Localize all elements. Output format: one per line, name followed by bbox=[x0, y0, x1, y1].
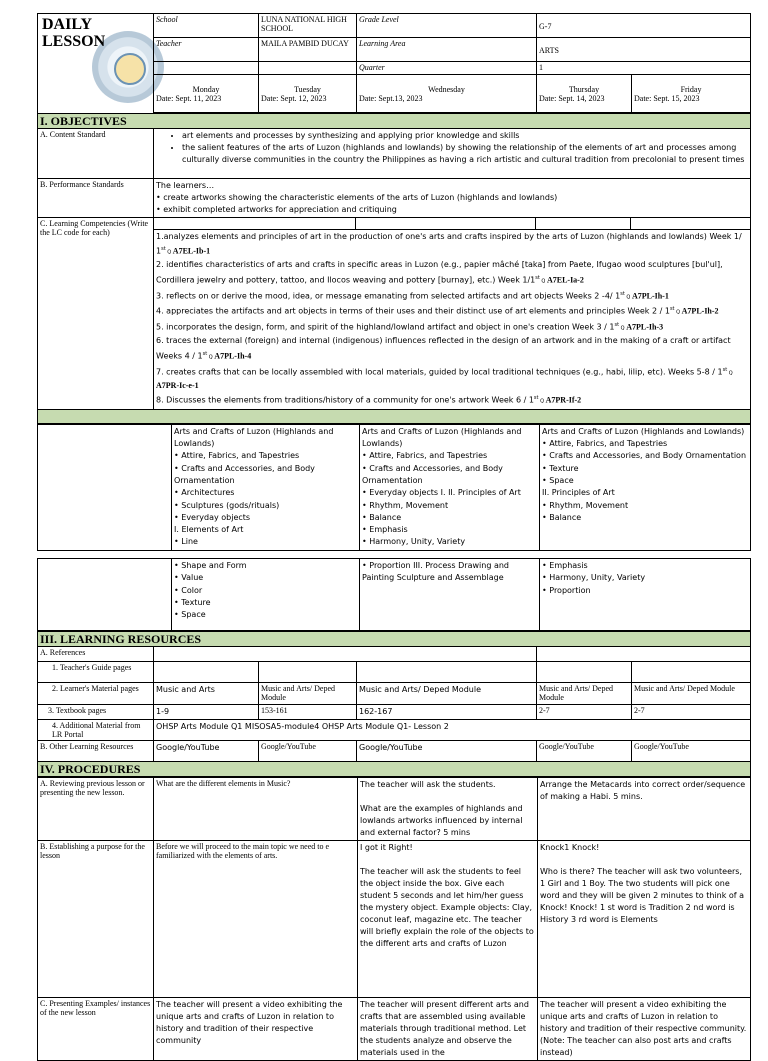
tb-thursday: 2-7 bbox=[537, 705, 632, 720]
procedure-b-thursday: Knock1 Knock! Who is there? The teacher will ask two volunteers, 1 Girl and 1 Boy. The two students will pick one word and they will be given 2 minutes to think of a Knock! Knock! 1 st word is Tradition 2 nd word is History 3 rd word is Elements bbox=[538, 841, 751, 998]
lm-monday: Music and Arts bbox=[154, 683, 259, 705]
quarter-label: Quarter bbox=[359, 63, 385, 72]
performance-standard-label: B. Performance Standards bbox=[38, 179, 154, 218]
learners-material-label: 2. Learner's Material pages bbox=[38, 683, 154, 705]
procedure-a-thursday: Arrange the Metacards into correct order/sequence of making a Habi. 5 mins. bbox=[538, 778, 751, 841]
procedure-b-monday: Before we will proceed to the main topic we need to e familiarized with the elements of arts. bbox=[154, 841, 358, 998]
procedure-a-label: A. Reviewing previous lesson or presenting the new lesson. bbox=[38, 778, 154, 841]
competency-item: 1.analyzes elements and principles of art in the production of one's arts and crafts inspired by the arts of Luzon (highlands and lowlands) Week 1/ 1st Q A7EL-Ib-1 bbox=[156, 232, 742, 256]
procedure-b-wednesday: I got it Right! The teacher will ask the students to feel the object inside the box. Give each student 5 seconds and let him/her guess the mystery object. Example objects: Clay, coconut leaf, magazine etc. The teacher will briefly explain the role of the objects to the different arts and crafts of Luzon bbox=[358, 841, 538, 998]
teacher-label: Teacher bbox=[156, 39, 182, 48]
competency-item: 4. appreciates the artifacts and art objects in terms of their uses and their distinct use of art elements and principles Week 2 / 1st Q A7PL-Ih-2 bbox=[156, 306, 719, 317]
procedure-c-label: C. Presenting Examples/ instances of the new lesson bbox=[38, 998, 154, 1061]
content-wednesday: Arts and Crafts of Luzon (Highlands and Lowlands) • Attire, Fabrics, and Tapestries • Crafts and Accessories, and Body Ornamentation • Everyday objects I. II. Principles of Art • Rhythm, Movement • Balance • Emphasis • Harmony, Unity, Variety bbox=[360, 424, 540, 550]
grade-label: Grade Level bbox=[359, 15, 399, 24]
quarter-value: 1 bbox=[537, 62, 751, 75]
tb-tuesday: 153-161 bbox=[259, 705, 357, 720]
content-table bbox=[37, 424, 751, 551]
additional-material-value: OHSP Arts Module Q1 MISOSA5-module4 OHSP Arts Module Q1- Lesson 2 bbox=[154, 720, 751, 741]
lm-wednesday: Music and Arts/ Deped Module bbox=[357, 683, 537, 705]
content-continued-table bbox=[37, 558, 751, 631]
lesson-plan-page-1 bbox=[37, 13, 750, 551]
competency-item: 5. incorporates the design, form, and spirit of the highland/lowland artifact and object in one's creation Week 3 / 1st Q A7PL-Ih-3 bbox=[156, 322, 664, 333]
competency-item: 2. identifies characteristics of arts and crafts in specific areas in Luzon (e.g., papier mâché [taka] from Paete, Ifugao wood sculptures [bul'ul], Cordillera jewelry and pottery, tattoo, and Ilocos weaving and pottery [burnay], etc.) Week 1/1st Q A7EL-Ia-2 bbox=[156, 260, 723, 285]
additional-material-label: 4. Additional Material from LR Portal bbox=[38, 720, 154, 741]
day-thursday: Thursday Date: Sept. 14, 2023 bbox=[537, 75, 632, 113]
objectives-heading: I. OBJECTIVES bbox=[38, 114, 751, 129]
day-monday: Monday Date: Sept. 11, 2023 bbox=[154, 75, 259, 113]
school-value: LUNA NATIONAL HIGH SCHOOL bbox=[259, 14, 357, 38]
procedure-b-label: B. Establishing a purpose for the lesson bbox=[38, 841, 154, 998]
other-thursday: Google/YouTube bbox=[537, 741, 632, 762]
day-tuesday: Tuesday Date: Sept. 12, 2023 bbox=[259, 75, 357, 113]
tb-wednesday: 162-167 bbox=[357, 705, 537, 720]
day-friday: Friday Date: Sept. 15, 2023 bbox=[632, 75, 751, 113]
doc-title-line2: LESSON bbox=[42, 33, 106, 50]
other-resources-label: B. Other Learning Resources bbox=[38, 741, 154, 762]
other-monday: Google/YouTube bbox=[154, 741, 259, 762]
lm-thursday: Music and Arts/ Deped Module bbox=[537, 683, 632, 705]
resources-table bbox=[37, 631, 751, 777]
lesson-plan-page-2 bbox=[37, 558, 750, 1061]
content-standard-label: A. Content Standard bbox=[38, 129, 154, 179]
competencies-cell bbox=[154, 230, 751, 410]
references-label: A. References bbox=[38, 647, 154, 662]
day-wednesday: Wednesday Date: Sept.13, 2023 bbox=[357, 75, 537, 113]
content-monday: Arts and Crafts of Luzon (Highlands and Lowlands) • Attire, Fabrics, and Tapestries • Crafts and Accessories, and Body Ornamentation • Architectures • Sculptures (gods/rituals) • Everyday objects I. Elements of Art • Line bbox=[172, 424, 360, 550]
procedure-c-wednesday: The teacher will present different arts and crafts that are assembled using available materials through traditional method. Let the students analyze and observe the materials used in the bbox=[358, 998, 538, 1061]
content-heading-band bbox=[38, 409, 751, 423]
doc-title-line1: DAILY bbox=[42, 16, 93, 33]
procedure-c-thursday: The teacher will present a video exhibiting the unique arts and crafts of Luzon in relation to history and tradition of their respective community. (Note: The teacher can also post arts and crafts instead) bbox=[538, 998, 751, 1061]
content-standard-item: • the salient features of the arts of Luzon (highlands and lowlands) by showing the relationship of the elements of art and processes among culturally diverse communities in the country the Philippines as having a rich artistic and cultural tradition from precolonial to present times bbox=[182, 142, 748, 166]
content-continued-wednesday: • Proportion III. Process Drawing and Painting Sculpture and Assemblage bbox=[360, 559, 540, 631]
content-standard-cell bbox=[154, 129, 751, 179]
teachers-guide-label: 1. Teacher's Guide pages bbox=[38, 662, 154, 683]
performance-standard-cell: The learners… • create artworks showing the characteristic elements of the arts of Luzon (highlands and lowlands) • exhibit completed artworks for appreciation and critiquing bbox=[154, 179, 751, 218]
competency-item: 6. traces the external (foreign) and internal (indigenous) influences reflected in the design of an artwork and in the making of a craft or artifact Weeks 4 / 1st Q A7PL-Ih-4 bbox=[156, 336, 731, 361]
area-label: Learning Area bbox=[359, 39, 406, 48]
resources-heading: III. LEARNING RESOURCES bbox=[38, 632, 751, 647]
textbook-label: 3. Textbook pages bbox=[38, 705, 154, 720]
lm-friday: Music and Arts/ Deped Module bbox=[632, 683, 751, 705]
procedure-a-wednesday: The teacher will ask the students. What are the examples of highlands and lowlands artworks influenced by internal and external factor? 5 mins bbox=[358, 778, 538, 841]
header-table bbox=[37, 13, 751, 113]
lm-tuesday: Music and Arts/ Deped Module bbox=[259, 683, 357, 705]
other-wednesday: Google/YouTube bbox=[357, 741, 537, 762]
other-friday: Google/YouTube bbox=[632, 741, 751, 762]
content-continued-monday: • Shape and Form • Value • Color • Texture • Space bbox=[172, 559, 360, 631]
grade-value: G-7 bbox=[537, 14, 751, 38]
school-label: School bbox=[156, 15, 178, 24]
tb-friday: 2-7 bbox=[632, 705, 751, 720]
procedures-heading: IV. PROCEDURES bbox=[38, 762, 751, 777]
competency-item: 3. reflects on or derive the mood, idea, or message emanating from selected artifacts and art objects Weeks 2 -4/ 1st Q A7PL-Ih-1 bbox=[156, 290, 669, 301]
competency-item: 7. creates crafts that can be locally assembled with local materials, guided by local traditional techniques (e.g., habi, lilip, etc). Weeks 5-8 / 1st Q A7PR-Ic-e-1 bbox=[156, 366, 733, 390]
content-standard-item: • art elements and processes by synthesizing and applying prior knowledge and skills bbox=[182, 130, 748, 142]
tb-monday: 1-9 bbox=[154, 705, 259, 720]
area-value: ARTS bbox=[537, 38, 751, 62]
procedure-c-monday: The teacher will present a video exhibiting the unique arts and crafts of Luzon in relation to history and tradition of their respective community bbox=[154, 998, 358, 1061]
teacher-value: MAILA PAMBID DUCAY bbox=[259, 38, 357, 62]
competencies-label: C. Learning Competencies (Write the LC code for each) bbox=[38, 218, 154, 410]
other-tuesday: Google/YouTube bbox=[259, 741, 357, 762]
content-thursday: Arts and Crafts of Luzon (Highlands and Lowlands) • Attire, Fabrics, and Tapestries • Crafts and Accessories, and Body Ornamentation • Texture • Space II. Principles of Art • Rhythm, Movement • Balance bbox=[540, 424, 751, 550]
procedures-table bbox=[37, 777, 751, 1061]
content-continued-thursday: • Emphasis • Harmony, Unity, Variety • Proportion bbox=[540, 559, 751, 631]
procedure-a-monday: What are the different elements in Music? bbox=[154, 778, 358, 841]
objectives-table bbox=[37, 113, 751, 424]
competency-item: 8. Discusses the elements from traditions/history of a community for one's artwork Week 6 / 1st Q A7PR-If-2 bbox=[156, 394, 582, 405]
